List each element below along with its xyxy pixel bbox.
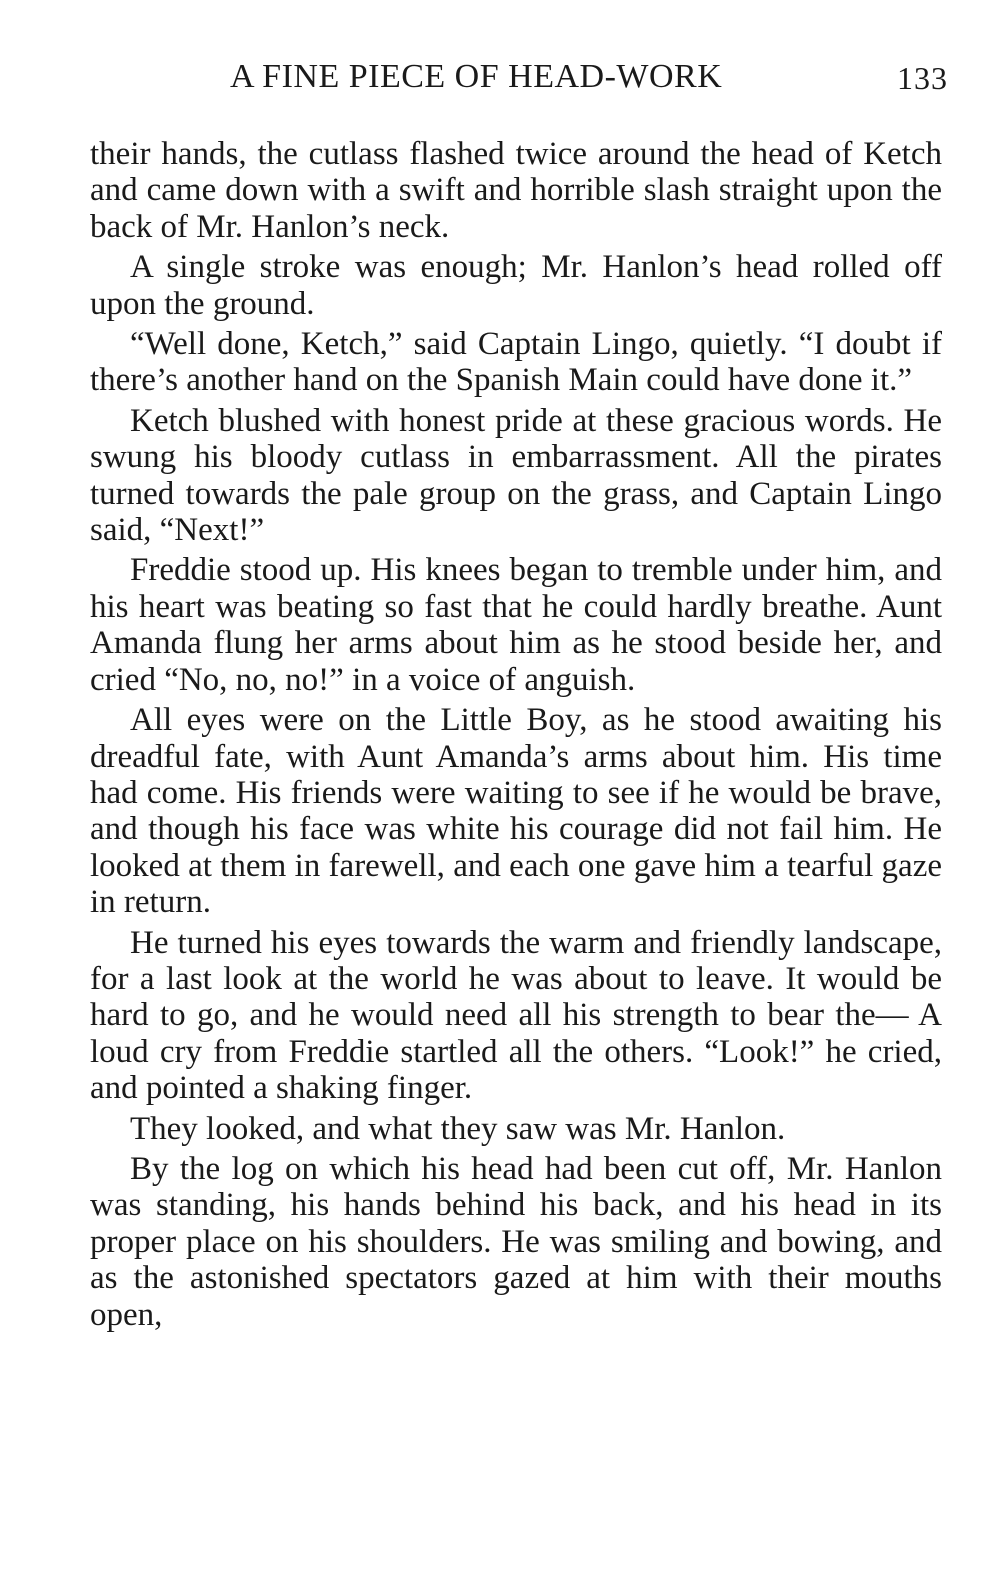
page-header [90,58,948,102]
running-title: A FINE PIECE OF HEAD-WORK [230,58,723,95]
paragraph-freddie-stood: Freddie stood up. His knees began to tremble under him, and his heart was beating so fast that he could hardly breathe. Aunt Amanda flung her arms about him as he stood beside her, and cried “No, no, no!” in a voice of anguish. [90,552,942,698]
paragraph-continuation: their hands, the cutlass flashed twice around the head of Ketch and came down with a swift and horrible slash straight upon the back of Mr. Hanlon’s neck. [90,136,942,245]
paragraph-single-stroke: A single stroke was enough; Mr. Hanlon’s head rolled off upon the ground. [90,249,942,322]
body-text [90,136,942,1337]
paragraph-all-eyes: All eyes were on the Little Boy, as he stood awaiting his dreadful fate, with Aunt Amanda’s arms about him. His time had come. His friends were waiting to see if he would be brave, and though his face was white his courage did not fail him. He looked at them in farewell, and each one gave him a tearful gaze in return. [90,702,942,921]
paragraph-turned-eyes: He turned his eyes towards the warm and friendly landscape, for a last look at the world he was about to leave. It would be hard to go, and he would need all his strength to bear the— A loud cry from Freddie startled all the others. “Look!” he cried, and pointed a shaking finger. [90,924,942,1107]
page-number: 133 [897,60,948,96]
paragraph-they-looked: They looked, and what they saw was Mr. Hanlon. [130,1110,786,1147]
paragraph-by-the-log: By the log on which his head had been cut off, Mr. Hanlon was standing, his hands behind his back, and his head in its proper place on his shoulders. He was smiling and bowing, and as the astonished spectators gazed at him with their mouths open, [90,1150,942,1333]
paragraph-well-done: “Well done, Ketch,” said Captain Lingo, quietly. “I doubt if there’s another hand on the Spanish Main could have done it.” [90,326,942,399]
paragraph-ketch-blushed: Ketch blushed with honest pride at these gracious words. He swung his bloody cutlass in embarrassment. All the pirates turned towards the pale group on the grass, and Captain Lingo said, “Next!” [90,402,942,549]
